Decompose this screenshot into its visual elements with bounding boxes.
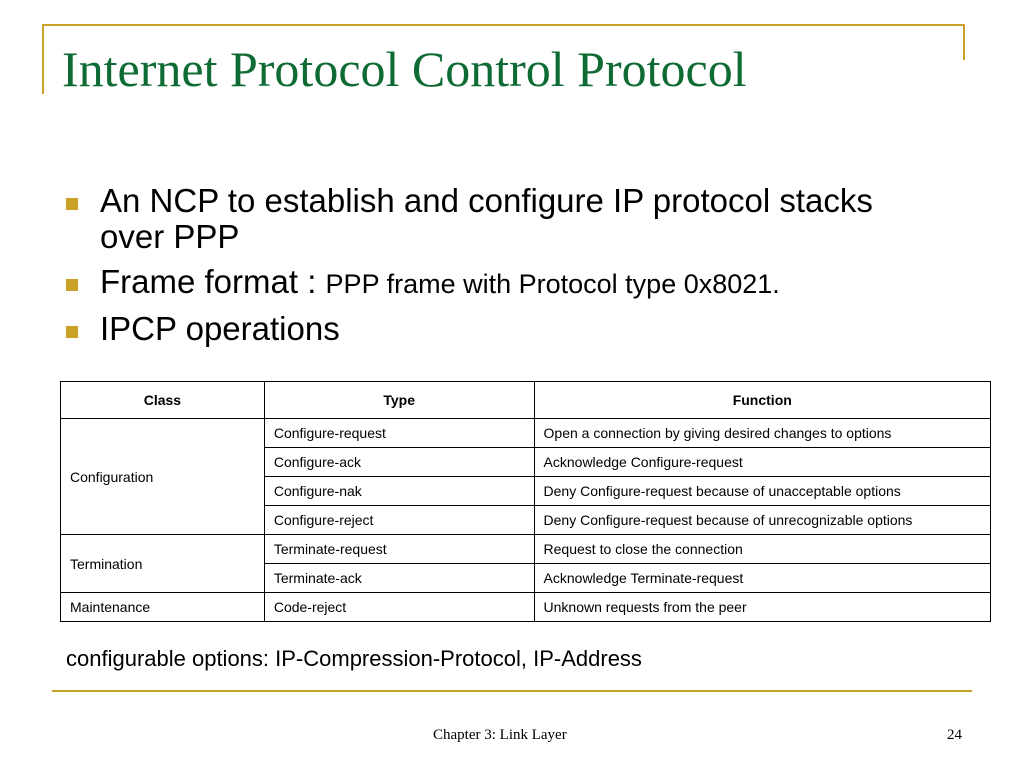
class-cell: Maintenance xyxy=(61,593,265,622)
type-cell: Configure-ack xyxy=(264,448,534,477)
options-note: configurable options: IP-Compression-Protocol, IP-Address xyxy=(66,646,642,671)
table-header-row xyxy=(61,382,991,419)
bullet-item xyxy=(62,264,942,302)
square-bullet-icon xyxy=(66,279,78,291)
table-row xyxy=(61,419,991,448)
type-cell: Configure-nak xyxy=(264,477,534,506)
class-cell: Termination xyxy=(61,535,265,593)
square-bullet-icon xyxy=(66,326,78,338)
function-cell: Unknown requests from the peer xyxy=(534,593,990,622)
footer-divider xyxy=(52,690,972,692)
type-cell: Code-reject xyxy=(264,593,534,622)
function-cell: Acknowledge Configure-request xyxy=(534,448,990,477)
page-number: 24 xyxy=(947,727,962,743)
function-cell: Request to close the connection xyxy=(534,535,990,564)
header-function: Function xyxy=(534,382,990,419)
frame-top-line xyxy=(42,24,965,26)
table-row xyxy=(61,593,991,622)
frame-right-line xyxy=(963,24,965,60)
slide-title: Internet Protocol Control Protocol xyxy=(62,41,747,97)
bullet-item xyxy=(62,311,942,347)
bullet-list xyxy=(62,183,942,356)
ipcp-operations-table xyxy=(60,381,991,622)
type-cell: Terminate-request xyxy=(264,535,534,564)
bullet-text: An NCP to establish and configure IP protocol stacks over PPP xyxy=(100,182,873,255)
type-cell: Configure-request xyxy=(264,419,534,448)
square-bullet-icon xyxy=(66,198,78,210)
type-cell: Configure-reject xyxy=(264,506,534,535)
footer-chapter: Chapter 3: Link Layer xyxy=(433,727,567,743)
frame-left-line xyxy=(42,24,44,94)
bullet-text-lead: Frame format : xyxy=(100,263,326,300)
function-cell: Deny Configure-request because of unrecognizable options xyxy=(534,506,990,535)
type-cell: Terminate-ack xyxy=(264,564,534,593)
function-cell: Acknowledge Terminate-request xyxy=(534,564,990,593)
table-row xyxy=(61,535,991,564)
bullet-item xyxy=(62,183,942,255)
header-type: Type xyxy=(264,382,534,419)
header-class: Class xyxy=(61,382,265,419)
bullet-text-detail: PPP frame with Protocol type 0x8021. xyxy=(325,269,780,299)
function-cell: Open a connection by giving desired changes to options xyxy=(534,419,990,448)
class-cell: Configuration xyxy=(61,419,265,535)
bullet-text: IPCP operations xyxy=(100,310,340,347)
function-cell: Deny Configure-request because of unacceptable options xyxy=(534,477,990,506)
